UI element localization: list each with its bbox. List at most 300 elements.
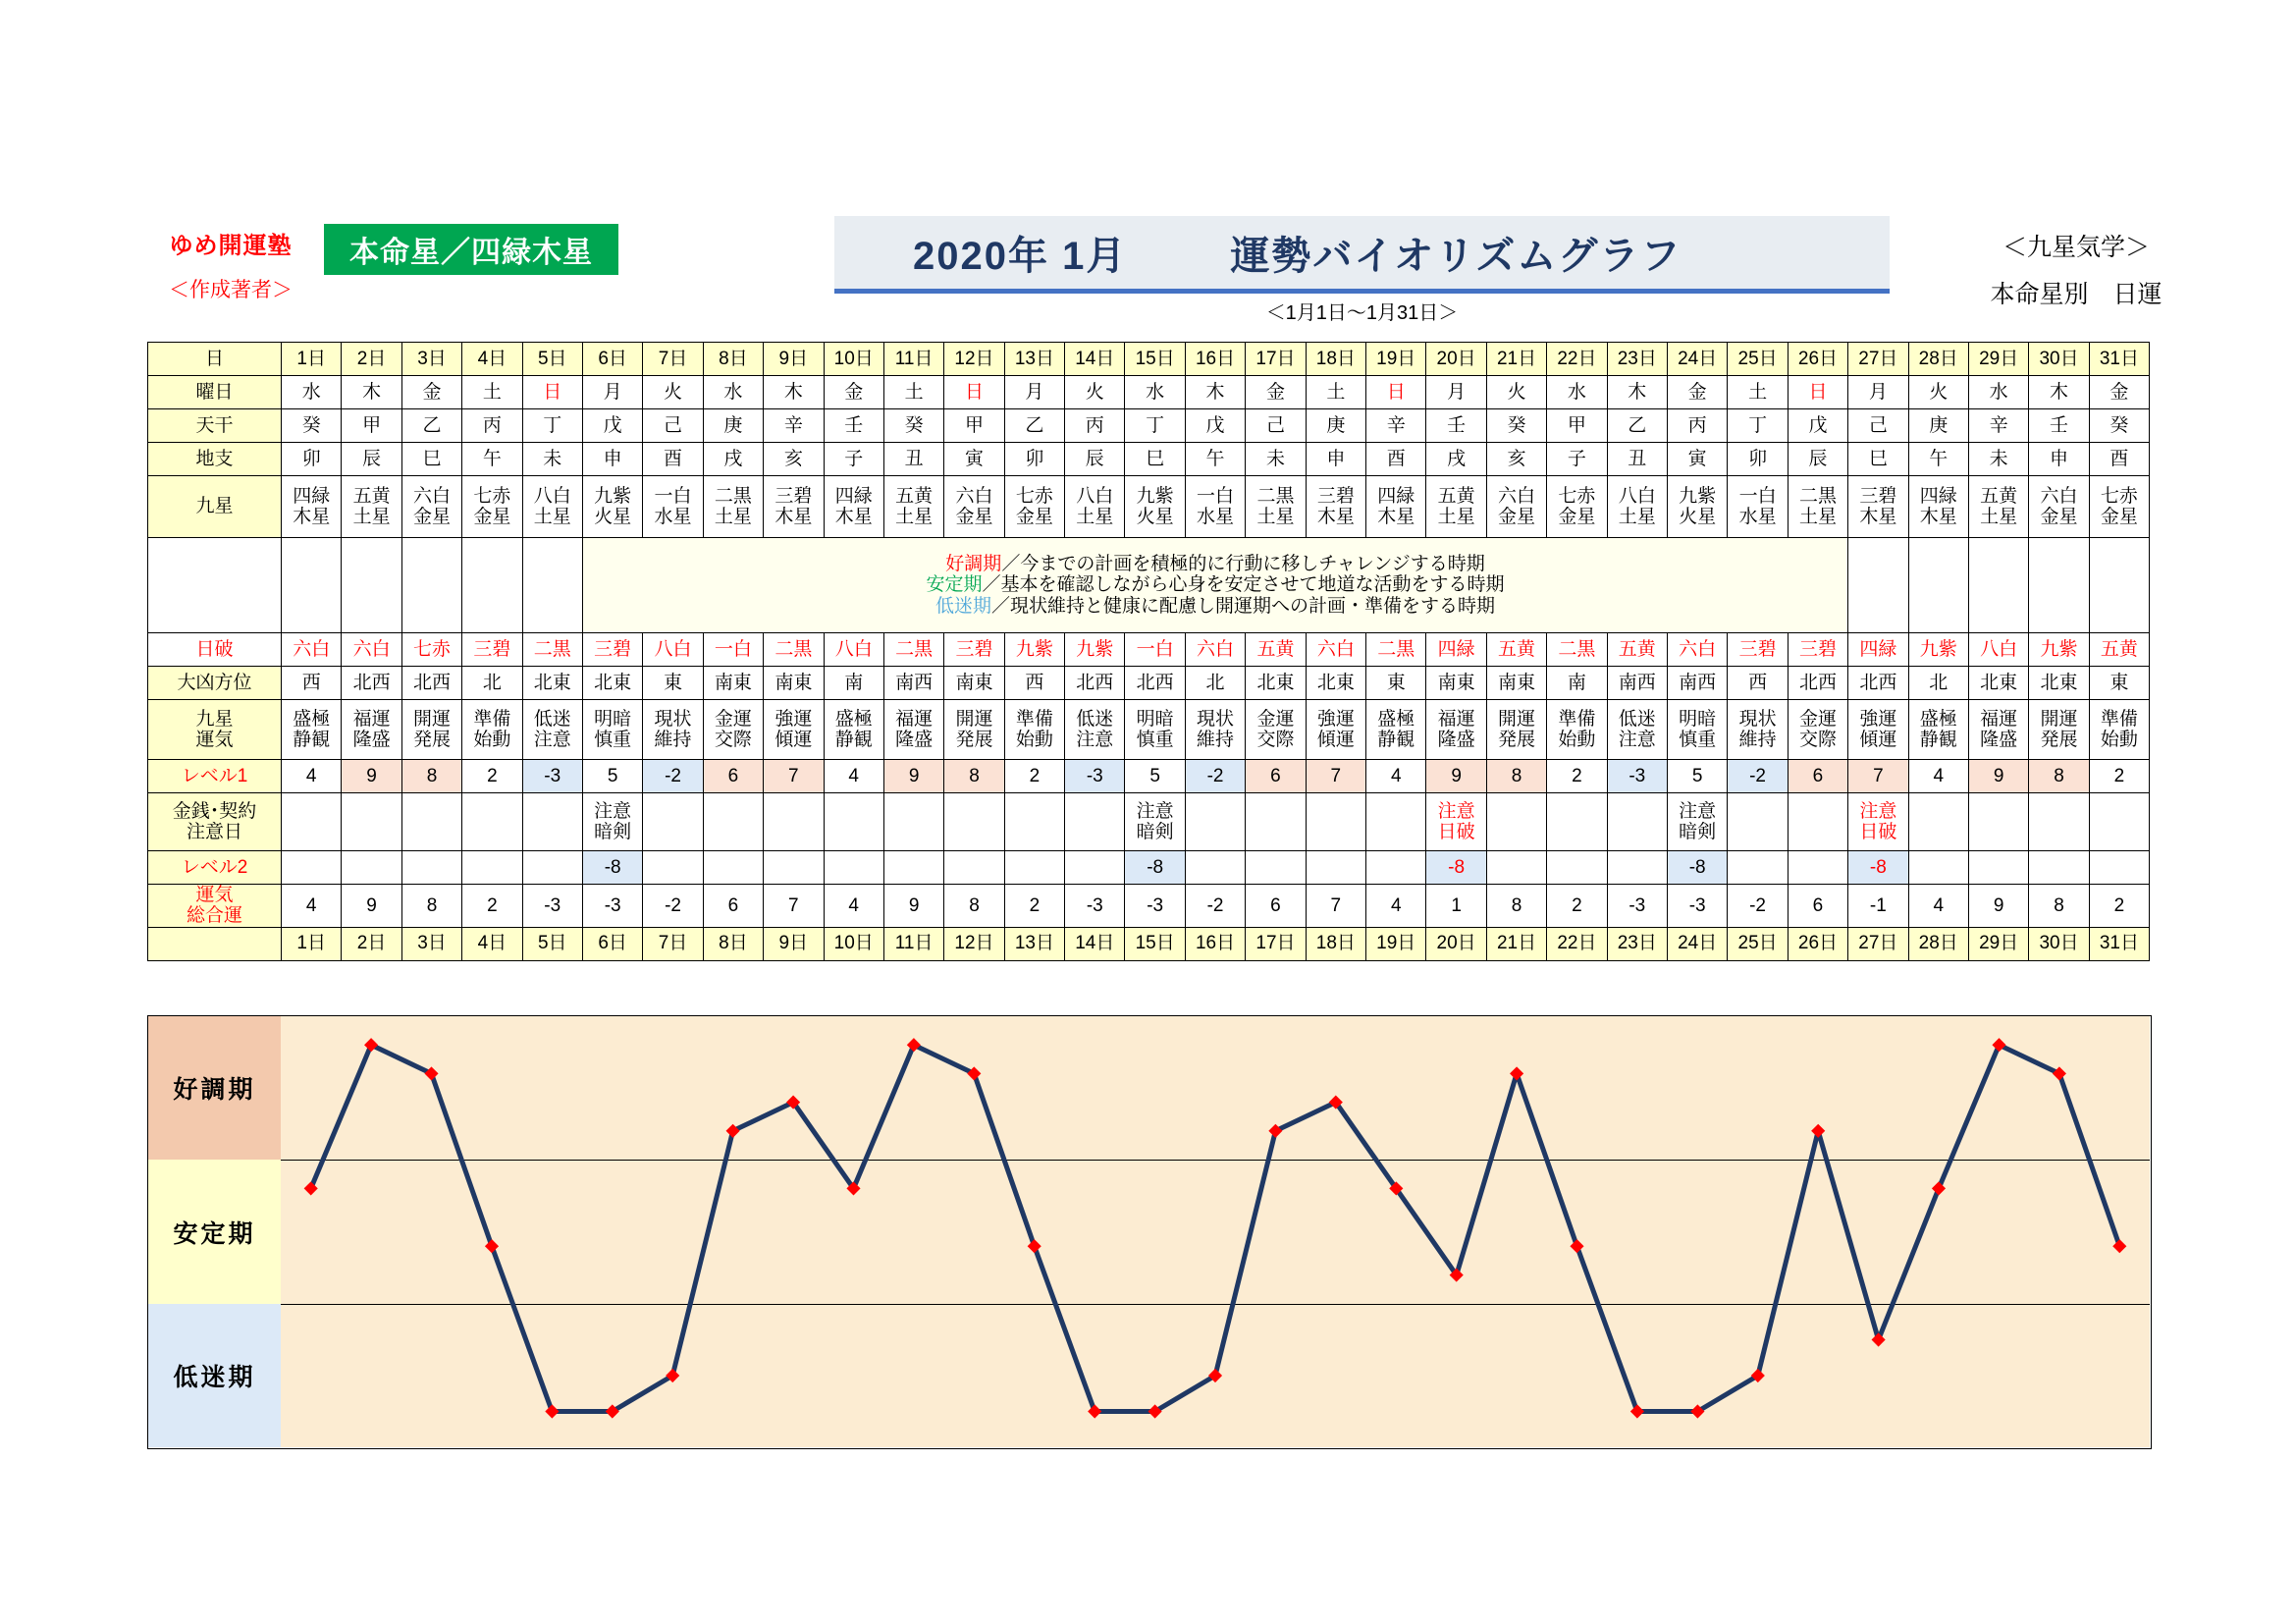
day-footer-cell: 24日 <box>1667 927 1727 960</box>
brand-author: ＜作成著者＞ <box>169 279 293 301</box>
day-header-cell: 18日 <box>1306 343 1365 376</box>
table-row <box>148 885 2150 928</box>
nippa-cell: 二黒 <box>883 633 943 667</box>
tenkan-cell: 甲 <box>944 409 1004 443</box>
kyusei-cell: 六白 金星 <box>1486 476 1546 538</box>
day-header-cell: 15日 <box>1125 343 1185 376</box>
level1-cell: 7 <box>1306 760 1365 793</box>
kyusei-cell: 五黄 土星 <box>883 476 943 538</box>
money-caution-cell: 注意 日破 <box>1426 793 1486 851</box>
nippa-cell: 五黄 <box>1246 633 1306 667</box>
daikyo-cell: 南西 <box>1667 667 1727 700</box>
weekday-cell: 日 <box>1366 376 1426 409</box>
weekday-cell: 水 <box>1125 376 1185 409</box>
daikyo-cell: 南西 <box>883 667 943 700</box>
money-caution-cell <box>401 793 461 851</box>
day-header-cell: 14日 <box>1065 343 1125 376</box>
tenkan-cell: 壬 <box>1426 409 1486 443</box>
daikyo-cell: 北 <box>1185 667 1245 700</box>
weekday-cell: 金 <box>2089 376 2149 409</box>
total-cell: 2 <box>1004 885 1064 928</box>
weekday-cell: 月 <box>1848 376 1908 409</box>
daikyo-cell: 東 <box>643 667 703 700</box>
money-caution-cell <box>1004 793 1064 851</box>
kyusei-unki-cell: 福運 隆盛 <box>883 700 943 760</box>
nippa-cell: 六白 <box>282 633 342 667</box>
blank-cell <box>401 538 461 633</box>
kyusei-cell: 三碧 木星 <box>764 476 824 538</box>
nippa-cell: 三碧 <box>1728 633 1788 667</box>
level2-cell <box>764 851 824 885</box>
kyusei-unki-cell: 金運 交際 <box>1788 700 1847 760</box>
total-cell: -3 <box>1667 885 1727 928</box>
table-row <box>148 851 2150 885</box>
weekday-cell: 日 <box>522 376 582 409</box>
tenkan-cell: 丁 <box>522 409 582 443</box>
daikyo-cell: 北 <box>1908 667 1968 700</box>
tenkan-cell: 壬 <box>2029 409 2089 443</box>
table-row <box>148 793 2150 851</box>
kyusei-unki-cell: 盛極 静観 <box>824 700 883 760</box>
level1-cell: 4 <box>282 760 342 793</box>
money-caution-cell <box>1547 793 1607 851</box>
level2-cell <box>2029 851 2089 885</box>
total-cell: 4 <box>1908 885 1968 928</box>
row-label: 日破 <box>148 633 282 667</box>
day-header-cell: 29日 <box>1968 343 2028 376</box>
tenkan-cell: 丁 <box>1728 409 1788 443</box>
level1-cell: 4 <box>1908 760 1968 793</box>
table-row <box>148 443 2150 476</box>
kyusei-cell: 六白 金星 <box>2029 476 2089 538</box>
kyusei-unki-cell: 福運 隆盛 <box>1426 700 1486 760</box>
kyusei-cell: 六白 金星 <box>401 476 461 538</box>
day-header-cell: 11日 <box>883 343 943 376</box>
chishi-cell: 未 <box>1968 443 2028 476</box>
brand-name: ゆめ開運塾 <box>169 233 293 259</box>
tenkan-cell: 丙 <box>462 409 522 443</box>
kyusei-cell: 二黒 土星 <box>1788 476 1847 538</box>
money-caution-cell <box>282 793 342 851</box>
tenkan-cell: 己 <box>1246 409 1306 443</box>
total-cell: -2 <box>1728 885 1788 928</box>
daikyo-cell: 北東 <box>2029 667 2089 700</box>
nippa-cell: 九紫 <box>1004 633 1064 667</box>
chishi-cell: 寅 <box>1667 443 1727 476</box>
level1-cell: 6 <box>1246 760 1306 793</box>
level2-cell: -8 <box>1667 851 1727 885</box>
kyusei-cell: 九紫 火星 <box>1667 476 1727 538</box>
day-footer-cell: 20日 <box>1426 927 1486 960</box>
money-caution-cell <box>2029 793 2089 851</box>
table-row <box>148 927 2150 960</box>
daikyo-cell: 南東 <box>764 667 824 700</box>
weekday-cell: 木 <box>1185 376 1245 409</box>
money-caution-cell <box>1306 793 1365 851</box>
kyusei-unki-cell: 開運 発展 <box>1486 700 1546 760</box>
day-footer-cell: 26日 <box>1788 927 1847 960</box>
daikyo-cell: 西 <box>1728 667 1788 700</box>
chishi-cell: 寅 <box>944 443 1004 476</box>
nippa-cell: 二黒 <box>522 633 582 667</box>
daikyo-cell: 北西 <box>1848 667 1908 700</box>
chishi-cell: 午 <box>462 443 522 476</box>
category-label: ＜九星気学＞ <box>2002 234 2150 261</box>
total-cell: 2 <box>462 885 522 928</box>
kyusei-cell: 四緑 木星 <box>824 476 883 538</box>
day-footer-cell: 27日 <box>1848 927 1908 960</box>
day-footer-cell: 18日 <box>1306 927 1365 960</box>
kyusei-cell: 七赤 金星 <box>2089 476 2149 538</box>
level2-cell <box>703 851 763 885</box>
money-caution-cell: 注意 暗剣 <box>1125 793 1185 851</box>
money-caution-cell <box>522 793 582 851</box>
table-row <box>148 700 2150 760</box>
row-label: 大凶方位 <box>148 667 282 700</box>
day-header-cell: 17日 <box>1246 343 1306 376</box>
day-footer-cell: 6日 <box>582 927 642 960</box>
money-caution-cell <box>1366 793 1426 851</box>
weekday-cell: 金 <box>824 376 883 409</box>
tenkan-cell: 甲 <box>342 409 401 443</box>
level2-cell <box>401 851 461 885</box>
level2-cell <box>522 851 582 885</box>
blank-cell <box>1848 538 1908 633</box>
day-header-cell: 2日 <box>342 343 401 376</box>
level2-cell <box>1065 851 1125 885</box>
day-footer-cell: 17日 <box>1246 927 1306 960</box>
chishi-cell: 卯 <box>1728 443 1788 476</box>
level1-cell: 2 <box>462 760 522 793</box>
table-row <box>148 476 2150 538</box>
day-footer-cell: 2日 <box>342 927 401 960</box>
day-header-cell: 20日 <box>1426 343 1486 376</box>
tenkan-cell: 丁 <box>1125 409 1185 443</box>
tenkan-cell: 甲 <box>1547 409 1607 443</box>
level1-cell: 6 <box>703 760 763 793</box>
tenkan-cell: 辛 <box>764 409 824 443</box>
chishi-cell: 申 <box>582 443 642 476</box>
weekday-cell: 月 <box>1004 376 1064 409</box>
total-cell: 6 <box>1246 885 1306 928</box>
day-footer-cell: 10日 <box>824 927 883 960</box>
weekday-cell: 火 <box>1486 376 1546 409</box>
level1-cell: 4 <box>824 760 883 793</box>
day-header-cell: 31日 <box>2089 343 2149 376</box>
day-header-cell: 24日 <box>1667 343 1727 376</box>
total-cell: 8 <box>944 885 1004 928</box>
tenkan-cell: 乙 <box>1607 409 1667 443</box>
day-header-cell: 6日 <box>582 343 642 376</box>
daikyo-cell: 南西 <box>1607 667 1667 700</box>
kyusei-cell: 一白 水星 <box>1728 476 1788 538</box>
total-cell: 4 <box>1366 885 1426 928</box>
money-caution-cell <box>2089 793 2149 851</box>
money-caution-cell <box>944 793 1004 851</box>
page-header <box>147 226 2163 324</box>
chishi-cell: 辰 <box>342 443 401 476</box>
kyusei-cell: 八白 土星 <box>1607 476 1667 538</box>
band-label-kouchouki: 好調期 <box>148 1016 282 1161</box>
day-footer-cell: 11日 <box>883 927 943 960</box>
day-header-cell: 5日 <box>522 343 582 376</box>
blank-cell <box>1968 538 2028 633</box>
nippa-cell: 一白 <box>703 633 763 667</box>
title-year-month: 2020年 1月 <box>913 234 1128 278</box>
level1-cell: 8 <box>944 760 1004 793</box>
kyusei-unki-cell: 明暗 慎重 <box>1667 700 1727 760</box>
kyusei-cell: 九紫 火星 <box>582 476 642 538</box>
kyusei-cell: 二黒 土星 <box>703 476 763 538</box>
row-label: レベル2 <box>148 851 282 885</box>
money-caution-cell <box>883 793 943 851</box>
level1-cell: 9 <box>342 760 401 793</box>
blank-cell <box>1908 538 1968 633</box>
total-cell: 6 <box>703 885 763 928</box>
weekday-cell: 木 <box>2029 376 2089 409</box>
tenkan-cell: 庚 <box>1908 409 1968 443</box>
kyusei-cell: 四緑 木星 <box>282 476 342 538</box>
kyusei-cell: 三碧 木星 <box>1848 476 1908 538</box>
kyusei-unki-cell: 金運 交際 <box>703 700 763 760</box>
day-footer-cell: 9日 <box>764 927 824 960</box>
chishi-cell: 巳 <box>401 443 461 476</box>
nippa-cell: 六白 <box>1306 633 1365 667</box>
kyusei-unki-cell: 盛極 静観 <box>282 700 342 760</box>
level2-cell <box>282 851 342 885</box>
nippa-cell: 二黒 <box>1366 633 1426 667</box>
day-footer-cell: 16日 <box>1185 927 1245 960</box>
title-period: ＜1月1日～1月31日＞ <box>1265 302 1459 324</box>
kyusei-unki-cell: 強運 傾運 <box>1848 700 1908 760</box>
kyusei-unki-cell: 盛極 静観 <box>1908 700 1968 760</box>
nippa-cell: 七赤 <box>401 633 461 667</box>
nippa-cell: 八白 <box>643 633 703 667</box>
total-cell: -1 <box>1848 885 1908 928</box>
level1-cell: 8 <box>401 760 461 793</box>
chishi-cell: 亥 <box>1486 443 1546 476</box>
tenkan-cell: 戊 <box>1788 409 1847 443</box>
day-footer-cell: 21日 <box>1486 927 1546 960</box>
day-header-cell: 27日 <box>1848 343 1908 376</box>
day-header-cell: 13日 <box>1004 343 1064 376</box>
level1-cell: 5 <box>582 760 642 793</box>
chishi-cell: 巳 <box>1848 443 1908 476</box>
tenkan-cell: 戊 <box>1185 409 1245 443</box>
kyusei-unki-cell: 低迷 注意 <box>1065 700 1125 760</box>
note-row-label <box>148 538 282 633</box>
category-block <box>1953 228 2199 310</box>
day-footer-cell: 8日 <box>703 927 763 960</box>
chishi-cell: 酉 <box>1366 443 1426 476</box>
day-footer-cell: 4日 <box>462 927 522 960</box>
level2-cell <box>1728 851 1788 885</box>
kyusei-unki-cell: 低迷 注意 <box>1607 700 1667 760</box>
chishi-cell: 申 <box>2029 443 2089 476</box>
level2-cell <box>1366 851 1426 885</box>
daikyo-cell: 北 <box>462 667 522 700</box>
level1-cell: 2 <box>1547 760 1607 793</box>
day-footer-cell: 25日 <box>1728 927 1788 960</box>
level2-cell <box>342 851 401 885</box>
day-header-cell: 22日 <box>1547 343 1607 376</box>
nippa-cell: 四緑 <box>1426 633 1486 667</box>
money-caution-cell <box>1908 793 1968 851</box>
weekday-cell: 土 <box>883 376 943 409</box>
kyusei-unki-cell: 現状 維持 <box>1185 700 1245 760</box>
level2-cell <box>1246 851 1306 885</box>
level1-cell: 7 <box>1848 760 1908 793</box>
row-label <box>148 927 282 960</box>
weekday-cell: 月 <box>1426 376 1486 409</box>
biorhythm-line <box>281 1016 2150 1447</box>
level2-cell <box>883 851 943 885</box>
level2-cell <box>824 851 883 885</box>
kyusei-cell: 五黄 土星 <box>342 476 401 538</box>
chishi-cell: 卯 <box>1004 443 1064 476</box>
total-cell: 6 <box>1788 885 1847 928</box>
nippa-cell: 三碧 <box>582 633 642 667</box>
daikyo-cell: 南 <box>1547 667 1607 700</box>
weekday-cell: 土 <box>462 376 522 409</box>
nippa-cell: 二黒 <box>1547 633 1607 667</box>
weekday-cell: 日 <box>944 376 1004 409</box>
day-footer-cell: 3日 <box>401 927 461 960</box>
blank-cell <box>342 538 401 633</box>
daikyo-cell: 南東 <box>944 667 1004 700</box>
table-row <box>148 760 2150 793</box>
tenkan-cell: 庚 <box>1306 409 1365 443</box>
total-cell: -2 <box>643 885 703 928</box>
kyusei-unki-cell: 強運 傾運 <box>1306 700 1365 760</box>
chishi-cell: 戌 <box>703 443 763 476</box>
level1-cell: -3 <box>1607 760 1667 793</box>
daikyo-cell: 南東 <box>1486 667 1546 700</box>
daikyo-cell: 北西 <box>1788 667 1847 700</box>
total-cell: 4 <box>824 885 883 928</box>
tenkan-cell: 乙 <box>1004 409 1064 443</box>
total-cell: 7 <box>1306 885 1365 928</box>
weekday-cell: 木 <box>1607 376 1667 409</box>
level2-cell <box>643 851 703 885</box>
money-caution-cell <box>764 793 824 851</box>
tenkan-cell: 癸 <box>2089 409 2149 443</box>
kyusei-unki-cell: 低迷 注意 <box>522 700 582 760</box>
weekday-cell: 水 <box>1968 376 2028 409</box>
page-title: 運勢バイオリズムグラフ <box>1230 234 1682 278</box>
weekday-cell: 水 <box>1547 376 1607 409</box>
total-cell: -2 <box>1185 885 1245 928</box>
row-label: 地支 <box>148 443 282 476</box>
kyusei-unki-cell: 現状 維持 <box>643 700 703 760</box>
daikyo-cell: 南東 <box>1426 667 1486 700</box>
tenkan-cell: 癸 <box>1486 409 1546 443</box>
chishi-cell: 未 <box>1246 443 1306 476</box>
nippa-cell: 三碧 <box>462 633 522 667</box>
day-header-cell: 25日 <box>1728 343 1788 376</box>
chishi-cell: 酉 <box>643 443 703 476</box>
table-row <box>148 667 2150 700</box>
kyusei-cell: 九紫 火星 <box>1125 476 1185 538</box>
weekday-cell: 火 <box>643 376 703 409</box>
weekday-cell: 火 <box>1908 376 1968 409</box>
daikyo-cell: 北東 <box>1968 667 2028 700</box>
kyusei-unki-cell: 開運 発展 <box>401 700 461 760</box>
nippa-cell: 九紫 <box>1908 633 1968 667</box>
chishi-cell: 亥 <box>764 443 824 476</box>
level2-cell <box>1547 851 1607 885</box>
daikyo-cell: 北東 <box>582 667 642 700</box>
level1-cell: 6 <box>1788 760 1847 793</box>
kyusei-cell: 七赤 金星 <box>462 476 522 538</box>
level1-cell: 9 <box>1426 760 1486 793</box>
level1-cell: 7 <box>764 760 824 793</box>
kyusei-cell: 七赤 金星 <box>1004 476 1064 538</box>
kyusei-unki-cell: 福運 隆盛 <box>342 700 401 760</box>
day-footer-cell: 29日 <box>1968 927 2028 960</box>
kyusei-unki-cell: 強運 傾運 <box>764 700 824 760</box>
kyusei-cell: 七赤 金星 <box>1547 476 1607 538</box>
chishi-cell: 未 <box>522 443 582 476</box>
daikyo-cell: 西 <box>282 667 342 700</box>
tenkan-cell: 己 <box>1848 409 1908 443</box>
band-label-teimeiki: 低迷期 <box>148 1304 282 1447</box>
level2-cell <box>1908 851 1968 885</box>
level2-cell: -8 <box>582 851 642 885</box>
table-row <box>148 343 2150 376</box>
weekday-cell: 金 <box>1246 376 1306 409</box>
day-footer-cell: 13日 <box>1004 927 1064 960</box>
daikyo-cell: 南東 <box>703 667 763 700</box>
total-cell: -3 <box>1125 885 1185 928</box>
tenkan-cell: 戊 <box>582 409 642 443</box>
chishi-cell: 午 <box>1908 443 1968 476</box>
weekday-cell: 木 <box>764 376 824 409</box>
level1-cell: -2 <box>643 760 703 793</box>
level2-cell <box>462 851 522 885</box>
weekday-cell: 水 <box>282 376 342 409</box>
tenkan-cell: 丙 <box>1667 409 1727 443</box>
daikyo-cell: 東 <box>1366 667 1426 700</box>
day-footer-cell: 31日 <box>2089 927 2149 960</box>
kyusei-unki-cell: 準備 始動 <box>1004 700 1064 760</box>
weekday-cell: 水 <box>703 376 763 409</box>
kyusei-unki-cell: 盛極 静観 <box>1366 700 1426 760</box>
nippa-cell: 八白 <box>824 633 883 667</box>
total-cell: 9 <box>1968 885 2028 928</box>
tenkan-cell: 壬 <box>824 409 883 443</box>
tenkan-cell: 庚 <box>703 409 763 443</box>
biorhythm-graph <box>147 1015 2152 1449</box>
total-cell: 8 <box>1486 885 1546 928</box>
day-header-cell: 10日 <box>824 343 883 376</box>
money-caution-cell <box>703 793 763 851</box>
daikyo-cell: 北東 <box>1306 667 1365 700</box>
kyusei-cell: 一白 水星 <box>1185 476 1245 538</box>
kyusei-cell: 六白 金星 <box>944 476 1004 538</box>
row-label: 金銭･契約 注意日 <box>148 793 282 851</box>
total-cell: -3 <box>1607 885 1667 928</box>
money-caution-cell: 注意 暗剣 <box>1667 793 1727 851</box>
level2-cell: -8 <box>1848 851 1908 885</box>
total-cell: 8 <box>401 885 461 928</box>
nippa-cell: 九紫 <box>1065 633 1125 667</box>
chishi-cell: 戌 <box>1426 443 1486 476</box>
nippa-cell: 八白 <box>1968 633 2028 667</box>
kyusei-unki-cell: 明暗 慎重 <box>582 700 642 760</box>
daikyo-cell: 北東 <box>1246 667 1306 700</box>
tenkan-cell: 己 <box>643 409 703 443</box>
